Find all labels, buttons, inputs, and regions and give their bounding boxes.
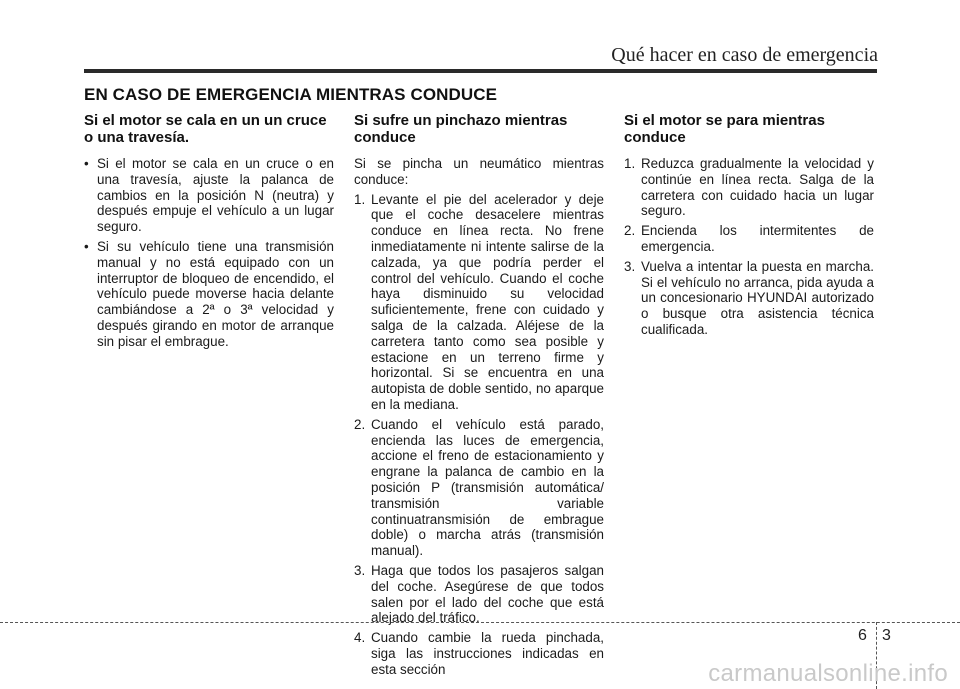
list-number: 2. <box>624 223 636 239</box>
list-number: 3. <box>354 562 366 578</box>
list-item-text: Reduzca gradualmente la velocidad y continúe en línea recta. Salga de la carretera con cuidado hacia un lugar seguro. <box>641 156 874 219</box>
list-item <box>354 192 604 413</box>
list-item <box>624 259 874 338</box>
list-item <box>624 223 874 255</box>
list-item <box>354 563 604 626</box>
list-item <box>84 239 334 350</box>
list-item-text: Si su vehículo tiene una transmisión manual y no está equipado con un interruptor de bloqueo de encendido, el vehículo puede moverse hacia delante cambiándose a 2ª o 3ª velocidad y después girando en motor de arranque sin pisar el embrague. <box>97 238 334 349</box>
bullet-list <box>84 156 334 350</box>
column-heading: Si el motor se para mientras conduce <box>624 112 825 146</box>
chapter-number: 6 <box>858 627 867 644</box>
list-item-text: Cuando cambie la rueda pinchada, siga las instrucciones indicadas en esta sección <box>371 630 604 677</box>
column-flat-tire <box>354 112 604 682</box>
header-title: Qué hacer en caso de emergencia <box>611 44 878 66</box>
list-item <box>624 156 874 219</box>
numbered-list <box>624 156 874 338</box>
column-heading: Si sufre un pinchazo mientras conduce <box>354 112 568 146</box>
page-number: 3 <box>882 627 891 644</box>
numbered-list <box>354 192 604 678</box>
list-number: 2. <box>354 416 366 432</box>
list-item-text: Haga que todos los pasajeros salgan del coche. Asegúrese de que todos salen por el lado del coche que está alejado del tráfico. <box>371 562 604 626</box>
list-item-text: Levante el pie del acelerador y deje que el coche desacelere mientras conduce en línea recta. No frene inmediatamente ni intente salirse de la calzada, ya que podría perder el control del vehículo. Cuando el coche haya disminuido su velocidad suficientemente, frene con cuidado y salga de la calzada. Aléjese de la carretera tanto como sea posible y estacione en un terreno firme y horizontal. Si se encuentra en una autopista de doble sentido, no aparque en la mediana. <box>371 191 604 412</box>
column-intro: Si se pincha un neumático mientras conduce: <box>354 156 604 187</box>
list-item-text: Encienda los intermitentes de emergencia. <box>641 223 874 254</box>
column-heading: Si el motor se cala en un un cruce o una travesía. <box>84 112 327 146</box>
watermark: carmanualsonline.info <box>708 660 948 687</box>
list-item <box>84 156 334 235</box>
list-number: 4. <box>354 630 366 646</box>
list-item <box>354 630 604 677</box>
list-number: 1. <box>354 191 366 207</box>
header-rule <box>84 69 877 73</box>
list-item-text: Si el motor se cala en un cruce o en una travesía, ajuste la palanca de cambios en la posición N (neutra) y después empuje el vehículo a un lugar seguro. <box>97 156 334 235</box>
list-item-text: Vuelva a intentar la puesta en marcha. Si el vehículo no arranca, pida ayuda a un concesionario HYUNDAI autorizado o busque otra asistencia técnica cualificada. <box>641 258 874 337</box>
section-heading: EN CASO DE EMERGENCIA MIENTRAS CONDUCE <box>84 85 498 104</box>
list-number: 1. <box>624 156 636 171</box>
bullet-icon: • <box>84 238 89 254</box>
column-engine-stall-crossing <box>84 112 334 354</box>
list-item-text: Cuando el vehículo está parado, encienda las luces de emergencia, accione el freno de estacionamiento y engrane la palanca de cambio en la posición P (transmisión automática/ transmisión variable continuatransmisión de embrague doble) o marcha atrás (transmisión manual). <box>371 416 604 559</box>
column-engine-stops <box>624 112 874 342</box>
list-number: 3. <box>624 258 636 274</box>
footer-divider <box>0 622 960 623</box>
list-item <box>354 417 604 559</box>
bullet-icon: • <box>84 156 89 171</box>
